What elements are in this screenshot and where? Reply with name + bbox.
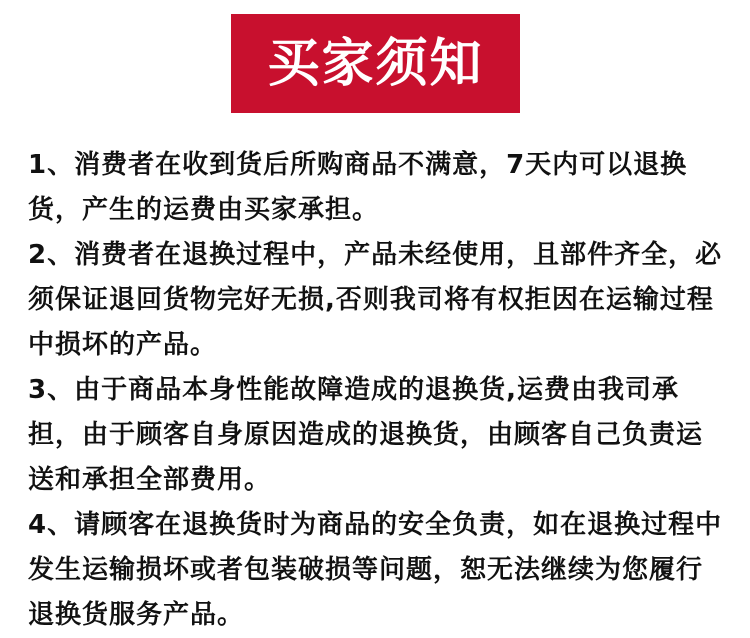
- banner-title: 买家须知: [267, 33, 484, 94]
- notice-item-3: 3、由于商品本身性能故障造成的退换货,运费由我司承担，由于顾客自身原因造成的退换货，由顾客自己负责运送和承担全部费用。: [28, 375, 704, 495]
- notice-item-1: 1、消费者在收到货后所购商品不满意，7天内可以退换货，产生的运费由买家承担。: [28, 150, 688, 225]
- notice-item-4: 4、请顾客在退换货时为商品的安全负责，如在退换过程中发生运输损坏或者包装破损等问题，恕无法继续为您履行退换货服务产品。: [28, 510, 723, 630]
- notice-list: [28, 143, 728, 638]
- title-banner: [231, 14, 520, 113]
- notice-item-2: 2、消费者在退换过程中，产品未经使用，且部件齐全，必须保证退回货物完好无损,否则我司将有权拒因在运输过程中损坏的产品。: [28, 240, 723, 360]
